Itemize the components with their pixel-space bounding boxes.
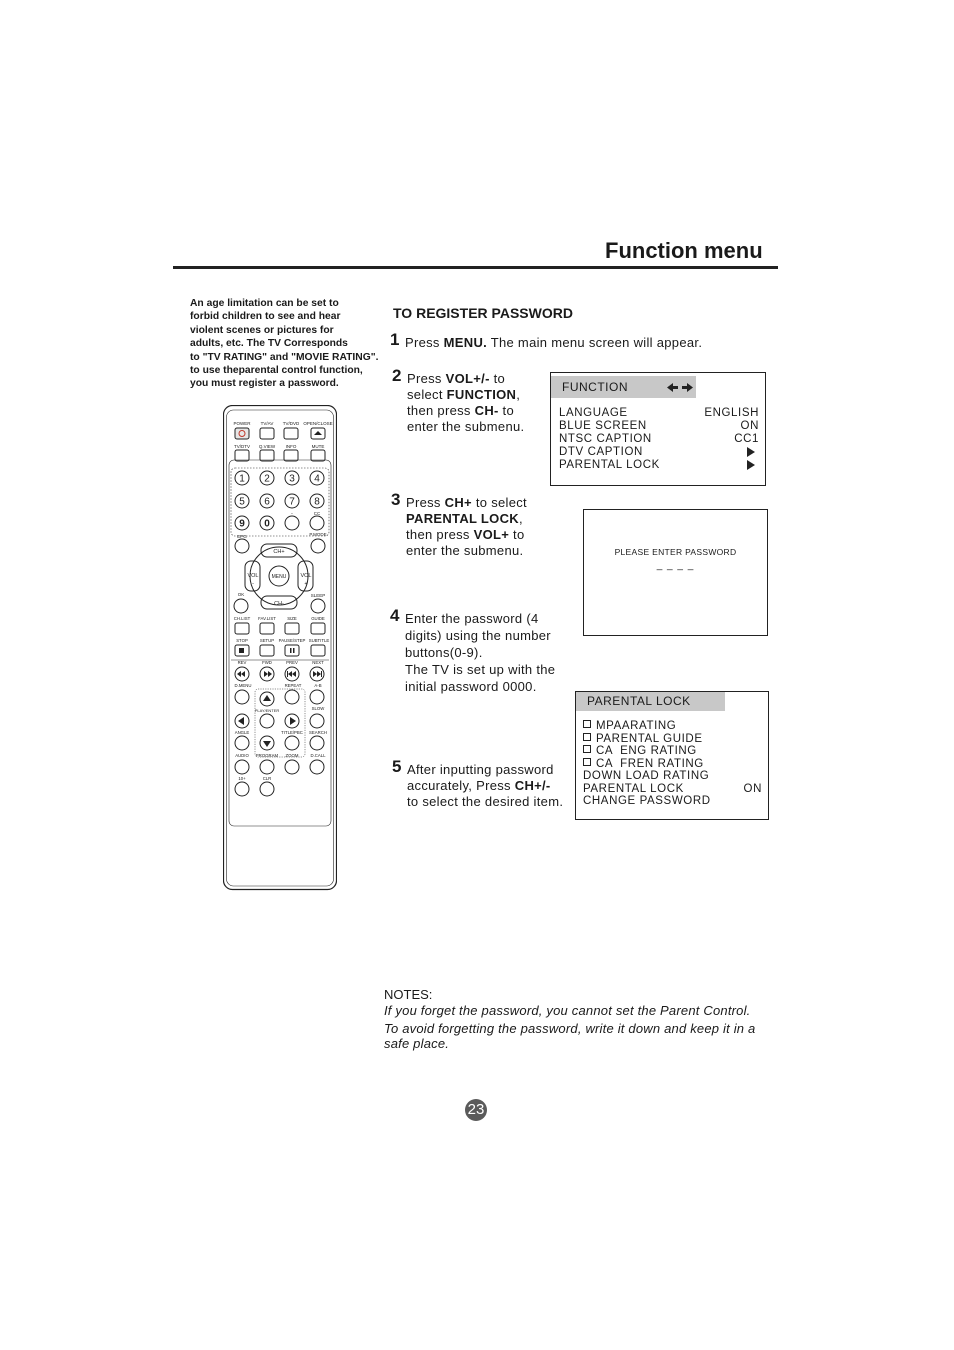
- right-arrow-icon: [290, 717, 296, 725]
- function-menu-screen: [550, 372, 766, 486]
- step-key: VOL+/-: [445, 371, 490, 386]
- intro-line: adults, etc. The TV Corresponds: [190, 338, 348, 350]
- step-text: enter the submenu.: [407, 419, 525, 434]
- vol-minus-label: VOL: [247, 573, 259, 579]
- zoom-button: [285, 760, 299, 774]
- step-key: PARENTAL LOCK: [406, 511, 519, 526]
- step-key: CH-: [474, 403, 499, 418]
- step-number: 2: [392, 366, 402, 385]
- step-2: [392, 366, 525, 435]
- setup-button-label: SETUP: [259, 638, 275, 643]
- step-text: Press: [407, 371, 446, 386]
- search-button: [310, 736, 324, 750]
- step-text: to select: [471, 495, 527, 510]
- step-number: 3: [391, 490, 401, 509]
- submenu-arrow-icon: [747, 460, 755, 470]
- step-1: [390, 330, 703, 351]
- fast-forward-icon: [264, 671, 268, 677]
- step-text: Press: [405, 335, 444, 350]
- menu-item-dtv-caption: DTV CAPTION: [559, 446, 643, 458]
- remote-control-illustration: [223, 405, 337, 891]
- title-divider: [173, 266, 778, 269]
- repeat-button-label: REPEAT: [284, 683, 302, 688]
- zoom-button-label: ZOOM: [285, 753, 299, 758]
- step-text: Enter the password (4: [405, 611, 539, 626]
- password-input-placeholder: _ _ _ _: [656, 560, 695, 571]
- ten-plus-button: [235, 782, 249, 796]
- search-button-label: SEARCH: [309, 730, 327, 735]
- next-icon: [313, 671, 317, 677]
- ten-plus-button-label: 10+: [238, 776, 246, 781]
- step-text: accurately, Press: [407, 778, 515, 793]
- intro-line: forbid children to see and hear: [190, 311, 341, 323]
- ch-minus-label: CH-: [274, 601, 284, 607]
- favlist-button: [260, 623, 274, 634]
- step-number: 1: [390, 330, 400, 349]
- left-arrow-icon: [238, 717, 244, 725]
- rewind-icon: [237, 671, 241, 677]
- pmode-button: [311, 539, 325, 553]
- pause-step-button: [285, 645, 299, 656]
- intro-line: violent scenes or pictures for: [190, 324, 334, 336]
- menu-item-parental-lock: PARENTAL LOCK: [583, 783, 684, 795]
- menu-value-ntsc-caption: CC1: [734, 433, 759, 445]
- digit-2-label: 2: [264, 473, 270, 485]
- rev-button-label: REV: [237, 660, 247, 665]
- angle-button-label: ANGLE: [234, 730, 250, 735]
- function-menu-header: [551, 376, 696, 398]
- submenu-arrow-icon: [747, 447, 755, 457]
- page-number: 23: [465, 1099, 487, 1121]
- intro-text: [190, 297, 400, 391]
- password-prompt: PLEASE ENTER PASSWORD: [614, 547, 737, 557]
- digit-4-label: 4: [314, 473, 320, 485]
- digit-7-label: 7: [289, 496, 295, 508]
- guide-button: [311, 623, 325, 634]
- parental-lock-menu-screen: [575, 691, 769, 820]
- digit-0-label: 0: [264, 518, 270, 530]
- step-text: to: [489, 371, 506, 386]
- step-text: Press: [406, 495, 445, 510]
- tvdtv-button: [235, 450, 249, 461]
- slow-button-label: SLOW: [311, 706, 325, 711]
- menu-header-label: PARENTAL LOCK: [587, 694, 691, 708]
- audio-button: [235, 760, 249, 774]
- tvav-button: [260, 428, 274, 439]
- menu-item-ntsc-caption: NTSC CAPTION: [559, 433, 652, 445]
- menu-item-label: CA ENG RATING: [596, 745, 697, 757]
- step-text: select: [407, 387, 447, 402]
- ok-button: [234, 599, 248, 613]
- step-text: digits) using the number: [405, 628, 551, 643]
- sleep-button-label: SLEEP: [310, 593, 326, 598]
- menu-item-label: PARENTAL GUIDE: [596, 732, 703, 745]
- menu-item-download-rating: DOWN LOAD RATING: [583, 770, 710, 782]
- menu-item-ca-eng-rating: [583, 745, 697, 757]
- eject-icon: [314, 431, 322, 435]
- pause-step-button-label: PAUSE/STEP: [278, 638, 306, 643]
- password-screen: [583, 509, 768, 636]
- step-text: then press: [406, 527, 474, 542]
- step-text: ,: [516, 387, 521, 402]
- vol-plus-label: VOL: [300, 573, 312, 579]
- digit-5-label: 5: [239, 496, 245, 508]
- page-title: Function menu: [605, 238, 763, 263]
- mute-button-label: MUTE: [311, 444, 325, 449]
- next-icon: [321, 671, 322, 677]
- step-key: CH+/-: [514, 778, 551, 793]
- up-arrow-icon: [263, 695, 271, 701]
- step-text: to: [498, 403, 514, 418]
- subtitle-button: [311, 645, 325, 656]
- previous-icon: [287, 671, 288, 677]
- program-button: [260, 760, 274, 774]
- rewind-icon: [241, 671, 245, 677]
- size-button: [285, 623, 299, 634]
- sleep-button: [311, 599, 325, 613]
- info-button: [284, 450, 298, 461]
- parental-menu-header: [576, 692, 725, 711]
- step-text: buttons(0-9).: [405, 645, 483, 660]
- notes-heading: NOTES:: [384, 987, 433, 1002]
- step-4: [390, 606, 556, 695]
- title-pbc-button-label: TITLE/PBC: [281, 730, 303, 735]
- cc-button: [310, 516, 324, 530]
- tvdvd-button-label: TV/DVD: [282, 421, 300, 426]
- step-text: ,: [518, 511, 523, 526]
- menu-value-blue-screen: ON: [740, 420, 759, 432]
- stop-button-label: STOP: [236, 638, 248, 643]
- digit-1-label: 1: [239, 473, 245, 485]
- power-button: [235, 428, 249, 439]
- menu-header-label: FUNCTION: [562, 380, 628, 394]
- digit-6-label: 6: [264, 496, 270, 508]
- section-heading: TO REGISTER PASSWORD: [393, 305, 573, 321]
- step-text: After inputting password: [407, 762, 554, 777]
- qview-button: [260, 450, 274, 461]
- play-enter-label: PLAY/ENTER: [254, 708, 280, 713]
- dmenu-button: [235, 690, 249, 704]
- menu-value-language: ENGLISH: [704, 407, 759, 419]
- intro-line: to "TV RATING" and "MOVIE RATING".: [190, 351, 379, 363]
- dash-button-label: -: [291, 511, 293, 517]
- stop-icon: [239, 648, 244, 653]
- step-text: The main menu screen will appear.: [487, 335, 703, 350]
- menu-value-parental-lock: ON: [743, 783, 762, 795]
- digit-3-label: 3: [289, 473, 295, 485]
- repeat-button: [285, 690, 299, 704]
- intro-line: you must register a password.: [190, 378, 339, 390]
- ab-button-label: A-B: [314, 683, 322, 688]
- step-text: to select the desired item.: [407, 794, 564, 809]
- intro-line: to use theparental control function,: [190, 365, 363, 377]
- clr-button: [260, 782, 274, 796]
- vol-plus-sign: +: [304, 581, 308, 587]
- note-1: If you forget the password, you cannot set the Parent Control.: [384, 1003, 751, 1018]
- program-button-label: PROGRAM: [255, 753, 279, 758]
- next-button-label: NEXT: [312, 660, 324, 665]
- ok-button-label: OK: [237, 592, 245, 597]
- menu-item-parental-guide: [583, 733, 703, 745]
- subtitle-button-label: SUBTITLE: [308, 638, 330, 643]
- step-key: CH+: [444, 495, 472, 510]
- previous-icon: [288, 671, 292, 677]
- digit-9-label: 9: [239, 518, 245, 530]
- mute-button: [311, 450, 325, 461]
- vol-minus-sign: -: [252, 581, 254, 587]
- chlist-button: [235, 623, 249, 634]
- step-text: enter the submenu.: [406, 543, 524, 558]
- pause-icon: [293, 648, 295, 653]
- note-2: To avoid forgetting the password, write it down and keep it in a safe place.: [384, 1021, 756, 1051]
- epg-button: [235, 539, 249, 553]
- open-close-button-label: OPEN/CLOSE: [303, 421, 333, 426]
- step-text: to: [509, 527, 525, 542]
- slow-button: [310, 714, 324, 728]
- prev-button-label: PREV: [286, 660, 298, 665]
- down-arrow-icon: [263, 741, 271, 747]
- pause-icon: [290, 648, 292, 653]
- epg-button-label: EPG: [237, 534, 247, 539]
- next-icon: [317, 671, 321, 677]
- previous-icon: [292, 671, 296, 677]
- digit-8-label: 8: [314, 496, 320, 508]
- dmenu-button-label: D.MENU: [234, 683, 252, 688]
- step-number: 5: [392, 757, 402, 776]
- menu-item-parental-lock: PARENTAL LOCK: [559, 459, 660, 471]
- size-button-label: SIZE: [287, 616, 297, 621]
- dcall-button-label: D.CALL: [310, 753, 326, 758]
- angle-button: [235, 736, 249, 750]
- dcall-button: [310, 760, 324, 774]
- tvav-button-label: TV/AV: [260, 421, 274, 426]
- intro-line: An age limitation can be set to: [190, 298, 339, 309]
- step-key: MENU.: [443, 335, 488, 350]
- dash-button: [285, 516, 299, 530]
- chlist-button-label: CH.LIST: [233, 616, 251, 621]
- tvdvd-button: [284, 428, 298, 439]
- tvdtv-button-label: TV/DTV: [233, 444, 251, 449]
- clr-button-label: CLR: [262, 776, 272, 781]
- setup-button: [260, 645, 274, 656]
- menu-item-language: LANGUAGE: [559, 407, 628, 419]
- checkbox-icon: [583, 720, 591, 728]
- menu-item-blue-screen: BLUE SCREEN: [559, 420, 647, 432]
- fast-forward-icon: [268, 671, 272, 677]
- favlist-button-label: FAV.LIST: [258, 616, 276, 621]
- menu-item-mpaa-rating: [583, 720, 676, 732]
- audio-button-label: AUDIO: [235, 753, 249, 758]
- step-text: The TV is set up with the: [405, 662, 556, 677]
- left-right-arrows-icon: [667, 383, 693, 392]
- menu-item-label: CA FREN RATING: [596, 757, 704, 770]
- info-button-label: INFO: [285, 444, 297, 449]
- menu-button-label: MENU: [271, 574, 287, 580]
- checkbox-icon: [583, 745, 591, 753]
- guide-button-label: GUIDE: [311, 616, 325, 621]
- step-text: then press: [407, 403, 475, 418]
- ab-button: [310, 690, 324, 704]
- step-number: 4: [390, 606, 400, 625]
- step-3: [391, 490, 527, 559]
- step-key: VOL+: [473, 527, 510, 542]
- pmode-button-label: P.MODE: [309, 532, 327, 537]
- fwd-button-label: FWD: [262, 660, 272, 665]
- checkbox-icon: [583, 758, 591, 766]
- power-button-label: POWER: [233, 421, 251, 426]
- step-5: [392, 757, 564, 810]
- menu-item-label: MPAARATING: [596, 720, 677, 732]
- ch-plus-label: CH+: [273, 549, 285, 555]
- play-enter-button: [260, 714, 274, 728]
- step-key: FUNCTION: [446, 387, 517, 402]
- menu-item-ca-fren-rating: [583, 758, 704, 770]
- cc-button-label: CC: [313, 511, 321, 516]
- qview-button-label: Q.VIEW: [258, 444, 276, 449]
- menu-item-change-password: CHANGE PASSWORD: [583, 795, 711, 807]
- title-pbc-button: [285, 736, 299, 750]
- checkbox-icon: [583, 733, 591, 741]
- step-text: initial password 0000.: [405, 679, 537, 694]
